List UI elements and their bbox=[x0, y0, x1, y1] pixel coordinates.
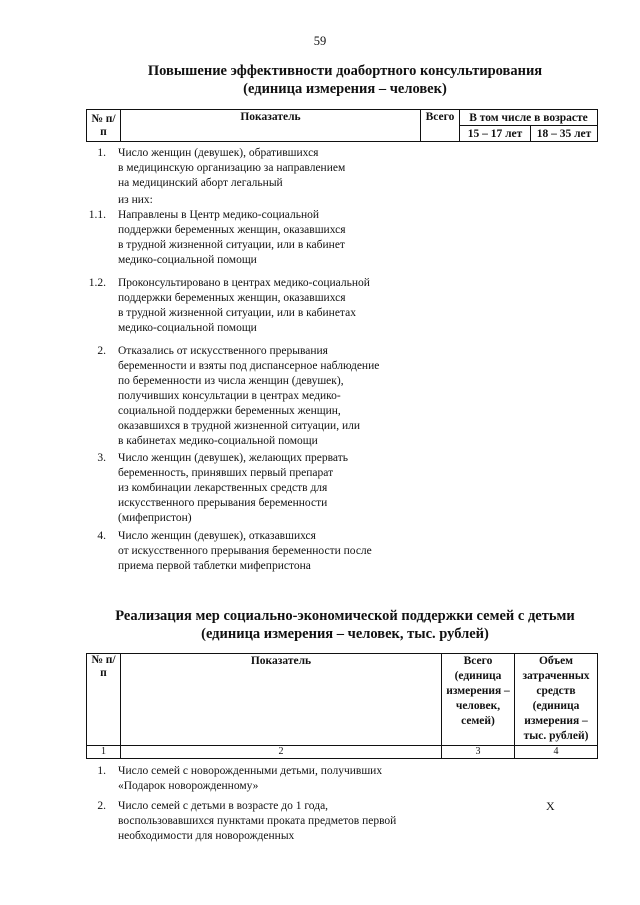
header-total: Всего bbox=[421, 110, 460, 142]
header2-volume: Объем затраченных средств (единица измерения – тыс. рублей) bbox=[515, 654, 598, 746]
section2-title-line2: (единица измерения – человек, тыс. рублей) bbox=[201, 626, 489, 642]
item-text-line: необходимости для новорожденных bbox=[118, 830, 295, 842]
item-text bbox=[118, 799, 458, 844]
item-text bbox=[118, 529, 458, 574]
header2-indicator: Показатель bbox=[121, 654, 442, 746]
item-text-line: оказавшихся в трудной жизненной ситуации, или bbox=[118, 420, 361, 432]
item-text-line: (мифепристон) bbox=[118, 512, 192, 524]
item-text-line: Число женщин (девушек), желающих прервать bbox=[118, 452, 348, 464]
col-number-1: 1 bbox=[87, 746, 121, 759]
col-number-2: 2 bbox=[121, 746, 442, 759]
header2-total: Всего (единица измерения – человек, семей) bbox=[442, 654, 515, 746]
item-text-line: получивших консультации в центрах медико- bbox=[118, 390, 341, 402]
volume-value: Х bbox=[546, 799, 555, 813]
col-number-3: 3 bbox=[442, 746, 515, 759]
item-number: 2. bbox=[97, 800, 106, 812]
item-number: 1.2. bbox=[88, 277, 106, 289]
item-text-line: в трудной жизненной ситуации, или в кабинетах bbox=[118, 307, 356, 319]
item-number: 1.1. bbox=[88, 209, 106, 221]
item-text-line: медико-социальной помощи bbox=[118, 322, 257, 334]
item-text-line: Число семей с новорожденными детьми, получивших bbox=[118, 765, 383, 777]
item-text-line: искусственного прерывания беременности bbox=[118, 497, 328, 509]
item-text-line: приема первой таблетки мифепристона bbox=[118, 560, 311, 572]
item-text bbox=[118, 344, 458, 449]
item-number: 1. bbox=[97, 765, 106, 777]
item-text bbox=[118, 208, 458, 268]
item-text-line: Число семей с детьми в возрасте до 1 года, bbox=[118, 800, 329, 812]
item-text-line: из комбинации лекарственных средств для bbox=[118, 482, 328, 494]
item-text-line: из них: bbox=[118, 194, 153, 206]
item-number: 1. bbox=[97, 147, 106, 159]
item-text bbox=[118, 146, 458, 191]
item-text-line: беременность, принявших первый препарат bbox=[118, 467, 334, 479]
item-number: 4. bbox=[97, 530, 106, 542]
item-text bbox=[118, 764, 458, 794]
item-text-line: Проконсультировано в центрах медико-социальной bbox=[118, 277, 370, 289]
section1-table-header bbox=[86, 109, 598, 142]
header-indicator: Показатель bbox=[121, 110, 421, 142]
section1-title-line1: Повышение эффективности доабортного консультирования bbox=[147, 63, 543, 79]
item-number: 2. bbox=[97, 345, 106, 357]
item-text-line: беременности и взяты под диспансерное наблюдение bbox=[118, 360, 380, 372]
item-text bbox=[118, 276, 458, 336]
item-text-line: Число женщин (девушек), обратившихся bbox=[118, 147, 319, 159]
item-text-line: Отказались от искусственного прерывания bbox=[118, 345, 328, 357]
item-text-line: в медицинскую организацию за направлением bbox=[118, 162, 346, 174]
col-number-4: 4 bbox=[515, 746, 598, 759]
item-text-line: в трудной жизненной ситуации, или в кабинет bbox=[118, 239, 345, 251]
section2-title-line1: Реализация мер социально-экономической поддержки семей с детьми bbox=[115, 608, 575, 624]
item-text-line: Направлены в Центр медико-социальной bbox=[118, 209, 320, 221]
item-text-line: от искусственного прерывания беременности после bbox=[118, 545, 372, 557]
item-number: 3. bbox=[97, 452, 106, 464]
item-text bbox=[118, 451, 458, 526]
item-text bbox=[118, 193, 458, 208]
item-text-line: медико-социальной помощи bbox=[118, 254, 257, 266]
header2-num: № п/п bbox=[87, 654, 121, 746]
item-text-line: на медицинский аборт легальный bbox=[118, 177, 283, 189]
item-text-line: социальной поддержки беременных женщин, bbox=[118, 405, 341, 417]
item-text-line: в кабинетах медико-социальной помощи bbox=[118, 435, 318, 447]
header-age-group: В том числе в возрасте bbox=[460, 110, 598, 126]
header-num: № п/п bbox=[87, 110, 121, 142]
section1-title-line2: (единица измерения – человек) bbox=[243, 81, 447, 97]
item-text-line: поддержки беременных женщин, оказавшихся bbox=[118, 224, 346, 236]
page-number: 59 bbox=[313, 34, 327, 48]
item-text-line: Число женщин (девушек), отказавшихся bbox=[118, 530, 316, 542]
section2-table-header bbox=[86, 653, 598, 759]
item-text-line: по беременности из числа женщин (девушек), bbox=[118, 375, 344, 387]
item-text-line: «Подарок новорожденному» bbox=[118, 780, 259, 792]
header-age-18-35: 18 – 35 лет bbox=[531, 126, 598, 142]
item-text-line: воспользовавшихся пунктами проката предметов первой bbox=[118, 815, 397, 827]
item-text-line: поддержки беременных женщин, оказавшихся bbox=[118, 292, 346, 304]
header-age-15-17: 15 – 17 лет bbox=[460, 126, 531, 142]
